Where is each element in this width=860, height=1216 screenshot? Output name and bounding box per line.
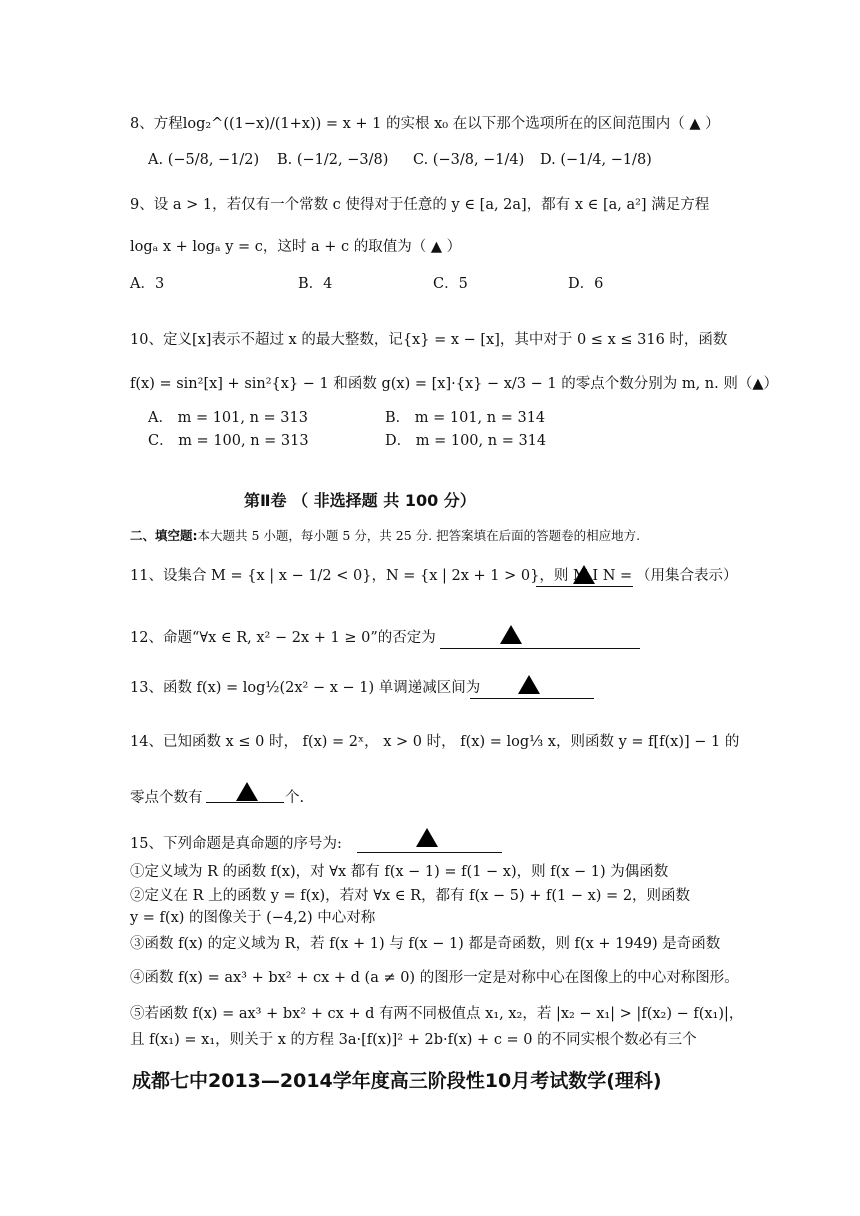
q8-option-c: C. (−3/8, −1/4) [413,152,525,168]
q14-line2-suffix: 个. [285,790,305,806]
q10-option-b: B． m = 101, n = 314 [385,410,546,426]
q12-text: 12、命题“∀x ∈ R, x² − 2x + 1 ≥ 0”的否定为 [130,630,436,646]
q13-placeholder-triangle-icon [518,675,540,694]
q9-line2: logₐ x + logₐ y = c，这时 a + c 的取值为（ ▲ ） [130,239,462,255]
instruction-text: 本大题共 5 小题，每小题 5 分，共 25 分. 把答案填在后面的答题卷的相应地方. [197,528,641,543]
q15-item-2: ②定义在 R 上的函数 y = f(x)，若对 ∀x ∈ R，都有 f(x − 5) + f(1 − x) = 2，则函数 [130,888,691,904]
section-instruction [130,526,640,544]
q15-placeholder-triangle-icon [416,828,438,847]
q15-item-5-cont: 且 f(x₁) = x₁，则关于 x 的方程 3a·[f(x)]² + 2b·f(x) + c = 0 的不同实根个数必有三个 [130,1032,697,1048]
q15-item-4: ④函数 f(x) = ax³ + bx² + cx + d (a ≠ 0) 的图形一定是对称中心在图像上的中心对称图形。 [130,970,739,986]
q11-suffix: （用集合表示） [636,568,738,584]
q14-placeholder-triangle-icon [236,782,258,801]
q15-item-3: ③函数 f(x) 的定义域为 R，若 f(x + 1) 与 f(x − 1) 都是奇函数，则 f(x + 1949) 是奇函数 [130,936,721,952]
q10-line1: 10、定义[x]表示不超过 x 的最大整数，记{x} = x − [x]，其中对于 0 ≤ x ≤ 316 时，函数 [130,332,728,348]
q8-option-a: A. (−5/8, −1/2) [148,152,260,168]
q8-option-b: B. (−1/2, −3/8) [277,152,389,168]
q15-item-5: ⑤若函数 f(x) = ax³ + bx² + cx + d 有两不同极值点 x₁, x₂，若 |x₂ − x₁| > |f(x₂) − f(x₁)|， [130,1006,744,1022]
q9-option-b: B．4 [298,276,333,292]
q12-answer-blank[interactable] [440,626,640,649]
q9-option-a: A．3 [130,276,165,292]
q9-option-d: D．6 [568,276,604,292]
q10-line2: f(x) = sin²[x] + sin²{x} − 1 和函数 g(x) = [x]·{x} − x/3 − 1 的零点个数分别为 m, n. 则（▲） [130,376,778,392]
q14-line1: 14、已知函数 x ≤ 0 时， f(x) = 2ˣ， x > 0 时， f(x) = log⅓ x，则函数 y = f[f(x)] − 1 的 [130,734,740,750]
instruction-label: 二、填空题: [130,528,198,543]
q11-placeholder-triangle-icon [573,565,595,584]
exam-title: 成都七中2013—2014学年度高三阶段性10月考试数学(理科) [132,1070,662,1092]
q12-placeholder-triangle-icon [500,625,522,644]
q13-text: 13、函数 f(x) = log½(2x² − x − 1) 单调递减区间为 [130,680,481,696]
q15-item-2-cont: y = f(x) 的图像关于 (−4,2) 中心对称 [130,910,376,926]
q14-line2-prefix: 零点个数有 [130,790,203,806]
section-heading: 第Ⅱ卷 （ 非选择题 共 100 分） [244,491,476,510]
q8-option-d: D. (−1/4, −1/8) [540,152,652,168]
q15-item-1: ①定义域为 R 的函数 f(x)，对 ∀x 都有 f(x − 1) = f(1 − x)，则 f(x − 1) 为偶函数 [130,864,669,880]
q9-line1: 9、设 a > 1，若仅有一个常数 c 使得对于任意的 y ∈ [a, 2a]，都有 x ∈ [a, a²] 满足方程 [130,197,710,213]
q15-text: 15、下列命题是真命题的序号为: [130,836,342,852]
q10-option-d: D． m = 100, n = 314 [385,433,547,449]
q10-option-a: A． m = 101, n = 313 [148,410,308,426]
q11-text: 11、设集合 M = {x | x − 1/2 < 0}，N = {x | 2x + 1 > 0}，则 M I N = [130,568,633,584]
q9-option-c: C．5 [433,276,468,292]
q10-option-c: C． m = 100, n = 313 [148,433,309,449]
q8-stem: 8、方程log₂^((1−x)/(1+x)) = x + 1 的实根 x₀ 在以下那个选项所在的区间范围内（ ▲ ） [130,116,720,132]
